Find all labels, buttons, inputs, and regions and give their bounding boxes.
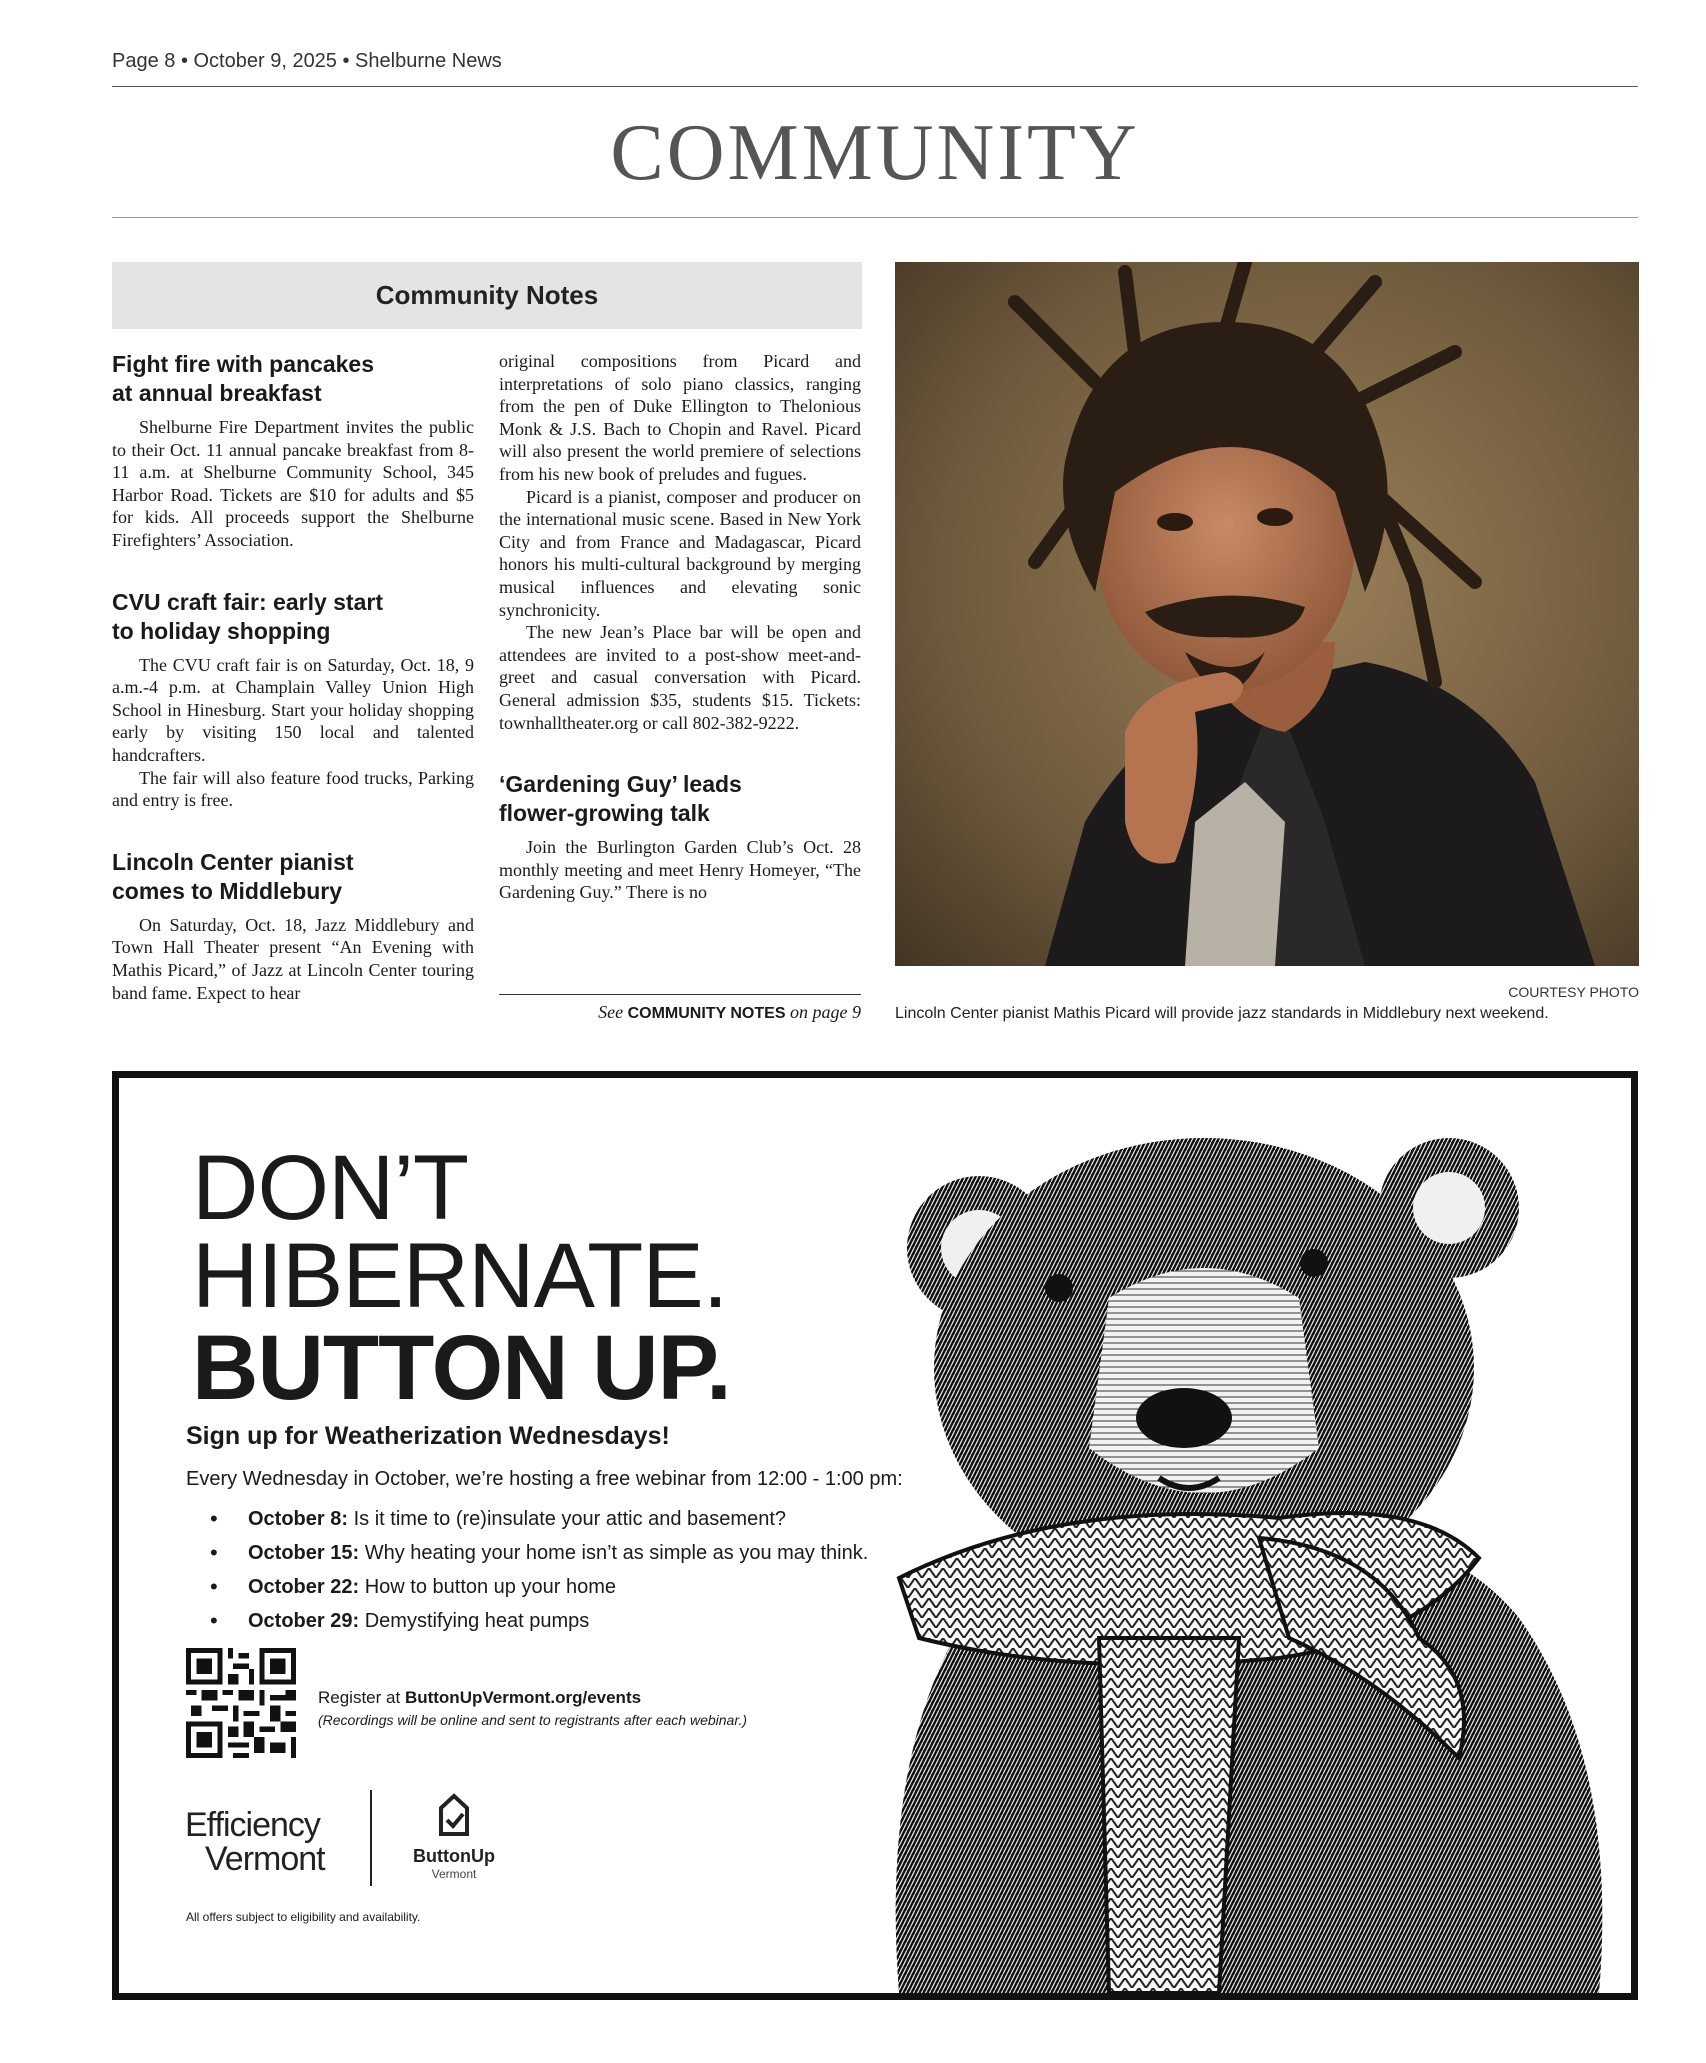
ad-fine-print: All offers subject to eligibility and availability.: [186, 1910, 421, 1924]
svg-text:Vermont: Vermont: [431, 1867, 477, 1881]
register-prefix: Register at: [318, 1688, 401, 1707]
story-pancakes: [112, 350, 474, 552]
story-craft-fair: [112, 588, 474, 812]
story-pianist-continued: [499, 350, 861, 734]
button-up-vermont-logo: [399, 1790, 509, 1890]
story-paragraph: Picard is a pianist, composer and producer on the international music scene. Based in New York City and from France and Madagascar, Picard honors his multi-cultural background by merging musical influences and elevating sonic synchronicity.: [499, 486, 861, 620]
notes-column-1: [112, 350, 474, 1040]
headline-line: at annual breakfast: [112, 380, 322, 406]
story-headline: [499, 770, 861, 828]
story-paragraph: The fair will also feature food trucks, Parking and entry is free.: [112, 767, 474, 811]
story-paragraph: original compositions from Picard and interpretations of solo piano classics, ranging from the pen of Duke Ellington to Thelonious Monk & J.S. Bach to Chopin and Ravel. Picard will also present the world premiere of selections from his new book of preludes and fugues.: [499, 351, 861, 484]
webinar-topic: How to button up your home: [364, 1576, 616, 1598]
story-pianist: [112, 848, 474, 1004]
jump-see: See: [598, 1002, 624, 1022]
headline-line: Lincoln Center pianist: [112, 848, 354, 875]
jump-page: on page 9: [790, 1002, 861, 1022]
webinar-item: [186, 1502, 868, 1536]
story-headline: [112, 350, 474, 408]
section-title: COMMUNITY: [610, 109, 1140, 197]
webinar-date: October 8:: [248, 1508, 349, 1530]
jump-line[interactable]: [499, 1002, 861, 1023]
jump-target: COMMUNITY NOTES: [627, 1005, 786, 1022]
headline-line: ‘Gardening Guy’ leads: [499, 771, 742, 798]
story-paragraph: On Saturday, Oct. 18, Jazz Middlebury and Town Hall Theater present “An Evening with Mathis Picard,” of Jazz at Lincoln Center touring band fame. Expect to hear: [112, 914, 474, 1003]
page-folio: Page 8 • October 9, 2025 • Shelburne News: [112, 50, 502, 72]
headline-line: flower-growing talk: [499, 800, 710, 827]
webinar-item: [186, 1536, 868, 1570]
story-gardening: [499, 770, 861, 904]
photo-credit: COURTESY PHOTO: [1508, 984, 1639, 1000]
ad-headline-bold: BUTTON UP.: [192, 1317, 731, 1419]
qr-code-icon[interactable]: [186, 1648, 296, 1758]
jump-rule: [499, 994, 861, 995]
webinar-date: October 29:: [248, 1610, 360, 1632]
register-line: [318, 1688, 641, 1708]
ad-headline-line: HIBERNATE.: [192, 1225, 728, 1327]
efficiency-vermont-logo: [183, 1798, 343, 1888]
svg-text:Efficiency: Efficiency: [185, 1806, 320, 1844]
story-paragraph: Shelburne Fire Department invites the public to their Oct. 11 annual pancake breakfast from 8-11 a.m. at Shelburne Community School, 345 Harbor Road. Tickets are $10 for adults and $5 for kids. All proceeds support the Shelburne Firefighters’ Association.: [112, 417, 474, 550]
story-paragraph: Join the Burlington Garden Club’s Oct. 28 monthly meeting and meet Henry Homeyer, “The Gardening Guy.” There is no: [499, 837, 861, 903]
svg-text:Vermont: Vermont: [205, 1840, 325, 1878]
webinar-item: [186, 1604, 868, 1638]
webinar-item: [186, 1570, 868, 1604]
story-headline: [112, 848, 474, 906]
headline-line: to holiday shopping: [112, 617, 331, 644]
headline-line: comes to Middlebury: [112, 877, 343, 904]
story-paragraph: The CVU craft fair is on Saturday, Oct. 18, 9 a.m.-4 p.m. at Champlain Valley Union High School in Hinesburg. Start your holiday shopping early by visiting 150 local and talented handcrafters.: [112, 654, 474, 765]
ad-intro: Every Wednesday in October, we’re hosting a free webinar from 12:00 - 1:00 pm:: [186, 1468, 903, 1490]
webinar-date: October 15:: [248, 1542, 360, 1564]
header-rule: [112, 86, 1638, 87]
ad-headline: [192, 1137, 731, 1419]
logo-divider: [370, 1790, 372, 1886]
section-rule: [112, 217, 1638, 218]
community-notes-banner: Community Notes: [112, 262, 862, 329]
button-up-advertisement: [112, 1071, 1638, 2000]
webinar-topic: Why heating your home isn’t as simple as you may think.: [364, 1542, 869, 1564]
svg-text:ButtonUp: ButtonUp: [413, 1846, 495, 1866]
webinar-topic: Is it time to (re)insulate your attic and basement?: [353, 1508, 787, 1530]
story-headline: [112, 588, 474, 646]
register-link[interactable]: ButtonUpVermont.org/events: [404, 1688, 642, 1707]
notes-column-2: [499, 350, 861, 940]
register-note: (Recordings will be online and sent to registrants after each webinar.): [318, 1712, 748, 1728]
ad-headline-line: DON’T: [192, 1137, 469, 1239]
webinar-topic: Demystifying heat pumps: [364, 1610, 590, 1632]
ad-subhead: Sign up for Weatherization Wednesdays!: [186, 1422, 670, 1450]
story-paragraph: The new Jean’s Place bar will be open and attendees are invited to a post-show meet-and-greet and casual conversation with Picard. General admission $35, students $15. Tickets: townhalltheater.org or call 802-382-9222.: [499, 622, 861, 733]
webinar-date: October 22:: [248, 1576, 360, 1598]
headline-line: Fight fire with pancakes: [112, 351, 374, 377]
pianist-portrait-illustration: [895, 262, 1639, 966]
headline-line: CVU craft fair: early start: [112, 588, 383, 615]
webinar-list: [186, 1502, 868, 1638]
photo-caption: Lincoln Center pianist Mathis Picard will provide jazz standards in Middlebury next weekend.: [895, 1005, 1549, 1022]
pianist-photo: [895, 262, 1639, 966]
bear-with-scarf-illustration: [859, 1118, 1634, 1993]
